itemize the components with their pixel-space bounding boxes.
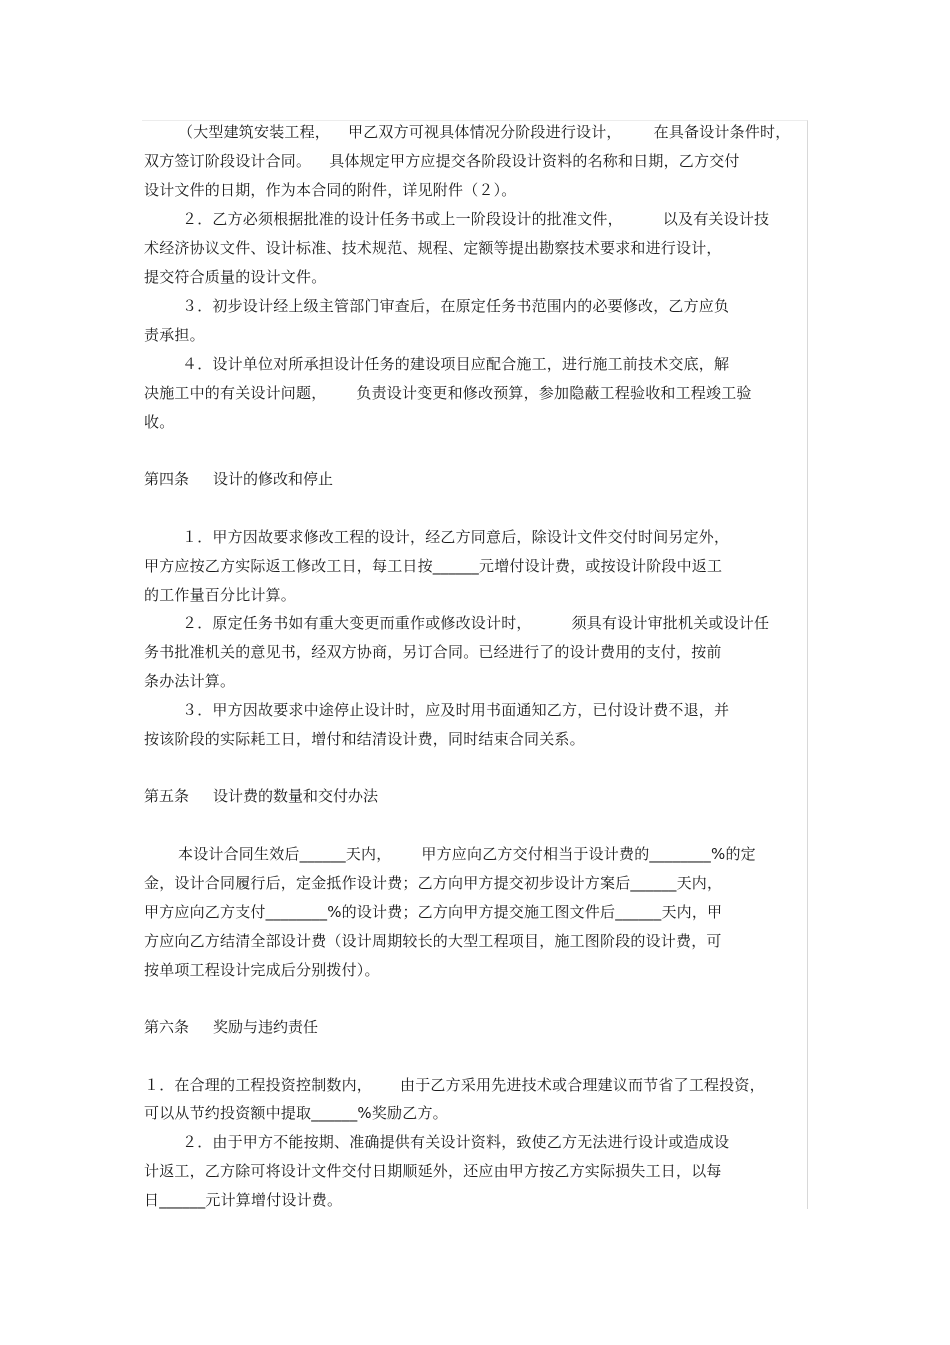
text-line: 术经济协议文件、设计标准、技术规范、规程、定额等提出勘察技术要求和进行设计， xyxy=(144,239,722,257)
text-line: 方应向乙方结清全部设计费（设计周期较长的大型工程项目，施工图阶段的设计费，可 xyxy=(144,932,722,950)
text-line: 金，设计合同履行后，定金抵作设计费；乙方向甲方提交初步设计方案后______天内， xyxy=(144,874,723,892)
text-line: 责承担。 xyxy=(144,326,205,344)
article-heading: 第六条 奖励与违约责任 xyxy=(144,1018,319,1036)
text-line: 收。 xyxy=(144,413,175,431)
text-line: 本设计合同生效后______天内， 甲方应向乙方交付相当于设计费的________%的定 xyxy=(178,845,756,863)
text-line: ３．初步设计经上级主管部门审查后，在原定任务书范围内的必要修改，乙方应负 xyxy=(182,297,730,315)
text-line: 按单项工程设计完成后分别拨付）。 xyxy=(144,961,380,979)
text-line: 计返工，乙方除可将设计文件交付日期顺延外，还应由甲方按乙方实际损失工日，以每 xyxy=(144,1162,722,1180)
text-line: 甲方应按乙方实际返工修改工日，每工日按______元增付设计费，或按设计阶段中返工 xyxy=(144,557,723,575)
text-line: 条办法计算。 xyxy=(144,672,236,690)
text-line: 设计文件的日期，作为本合同的附件，详见附件（２）。 xyxy=(144,181,517,199)
text-line: 提交符合质量的设计文件。 xyxy=(144,268,327,286)
text-line: １．甲方因故要求修改工程的设计，经乙方同意后，除设计文件交付时间另定外， xyxy=(182,528,730,546)
text-line: 的工作量百分比计算。 xyxy=(144,586,297,604)
text-line: １．在合理的工程投资控制数内， 由于乙方采用先进技术或合理建议而节省了工程投资， xyxy=(144,1076,765,1094)
text-line: 双方签订阶段设计合同。 具体规定甲方应提交各阶段设计资料的名称和日期，乙方交付 xyxy=(144,152,740,170)
text-line: 决施工中的有关设计问题， 负责设计变更和修改预算，参加隐蔽工程验收和工程竣工验 xyxy=(144,384,752,402)
article-heading: 第五条 设计费的数量和交付办法 xyxy=(144,787,379,805)
text-line: ４．设计单位对所承担设计任务的建设项目应配合施工，进行施工前技术交底，解 xyxy=(182,355,730,373)
text-line: ３．甲方因故要求中途停止设计时，应及时用书面通知乙方，已付设计费不退，并 xyxy=(182,701,730,719)
article-heading: 第四条 设计的修改和停止 xyxy=(144,470,334,488)
text-line: （大型建筑安装工程， 甲乙双方可视具体情况分阶段进行设计， 在具备设计条件时， xyxy=(178,123,791,141)
text-line: ２．乙方必须根据批准的设计任务书或上一阶段设计的批准文件， 以及有关设计技 xyxy=(182,210,770,228)
text-line: 务书批准机关的意见书，经双方协商，另订合同。已经进行了的设计费用的支付，按前 xyxy=(144,643,722,661)
text-line: 按该阶段的实际耗工日，增付和结清设计费，同时结束合同关系。 xyxy=(144,730,585,748)
text-line: 甲方应向乙方支付________%的设计费；乙方向甲方提交施工图文件后______天内，甲 xyxy=(144,903,723,921)
text-line: 可以从节约投资额中提取______%奖励乙方。 xyxy=(144,1104,448,1122)
text-line: ２．原定任务书如有重大变更而重作或修改设计时， 须具有设计审批机关或设计任 xyxy=(182,614,770,632)
text-line: 日______元计算增付设计费。 xyxy=(144,1191,343,1209)
text-line: ２．由于甲方不能按期、准确提供有关设计资料，致使乙方无法进行设计或造成设 xyxy=(182,1133,730,1151)
